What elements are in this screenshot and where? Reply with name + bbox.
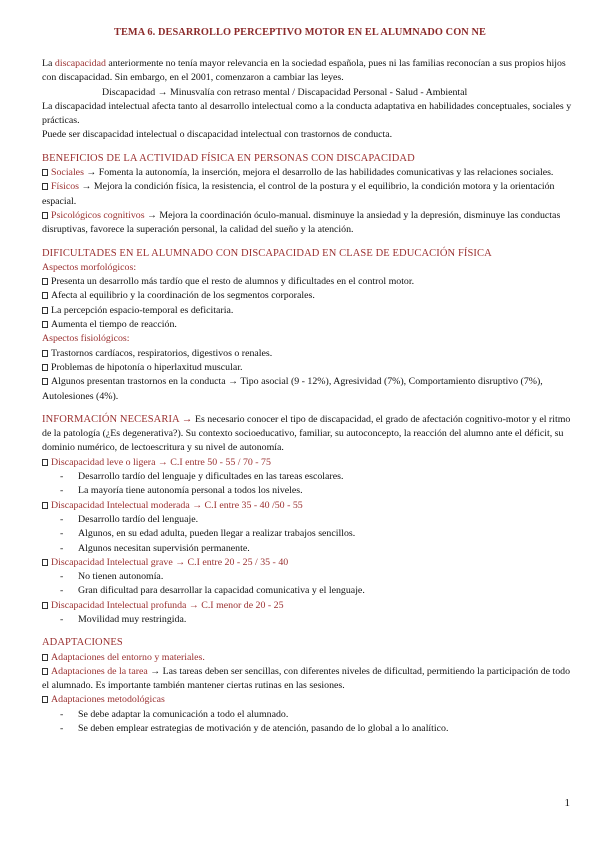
list-item (42, 375, 572, 404)
benefit-text: → Mejora la condición física, la resistencia, el control de la postura y el equilibrio, la condición motora y la orientación espacial. (42, 181, 555, 207)
checkbox-icon (42, 321, 48, 328)
benefit-item (42, 180, 572, 209)
item-text: Aumenta el tiempo de reacción. (51, 319, 177, 331)
list-item: - Algunos, en su edad adulta, pueden llegar a realizar trabajos sencillos. (42, 527, 572, 541)
heading-informacion: INFORMACIÓN NECESARIA → (42, 413, 193, 425)
information-text: Es necesario conocer el tipo de discapacidad, el grado de afectación cognitivo-motor y el ritmo de la patología (¿Es degenerativa?). Su contexto socioeducativo, familiar, su autoconcepto, la reacción del alumno ante el déficit, su dominio numérico, de lectoescritura y su nivel de autonomía. (42, 413, 571, 454)
benefit-term: Psicológicos cognitivos (51, 209, 145, 221)
benefit-item (42, 209, 572, 238)
list-item: - Desarrollo tardío del lenguaje y dificultades en las tareas escolares. (42, 470, 572, 484)
checkbox-icon (42, 668, 48, 675)
checkbox-icon (42, 364, 48, 371)
level-bullets (42, 570, 572, 599)
page-number: 1 (564, 797, 570, 809)
checkbox-icon (42, 696, 48, 703)
list-item: - La mayoría tiene autonomía personal a todos los niveles. (42, 484, 572, 498)
checkbox-icon (42, 459, 48, 466)
intro-text-rest: anteriormente no tenía mayor relevancia en la sociedad española, pues ni las familias reconocían a sus propios hijos con discapacidad. Sin embargo, en el 2001, comenzaron a cambiar las leyes. (42, 58, 566, 84)
heading-adaptaciones: ADAPTACIONES (42, 637, 123, 649)
checkbox-icon (42, 559, 48, 566)
item-text: Presenta un desarrollo más tardío que el resto de alumnos y dificultades en el control motor. (51, 276, 415, 288)
list-item: - Se debe adaptar la comunicación a todo el alumnado. (42, 708, 572, 722)
subheading-fisiologicos: Aspectos fisiológicos: (42, 333, 130, 345)
list-item (42, 304, 572, 318)
adaptation-term: Adaptaciones del entorno y materiales. (51, 651, 205, 663)
item-text: Afecta al equilibrio y la coordinación de los segmentos corporales. (51, 290, 315, 302)
adaptation-term: Adaptaciones metodológicas (51, 694, 165, 706)
list-item: - Movilidad muy restringida. (42, 613, 572, 627)
level-bullets (42, 613, 572, 627)
checkbox-icon (42, 183, 48, 190)
level-item (42, 499, 572, 513)
list-item: - Gran dificultad para desarrollar la capacidad comunicativa y el lenguaje. (42, 584, 572, 598)
list-item: - No tienen autonomía. (42, 570, 572, 584)
item-text: Problemas de hipotonía o hiperlaxitud muscular. (51, 361, 243, 373)
level-bullets (42, 513, 572, 556)
adaptation-term: Adaptaciones de la tarea (51, 665, 148, 677)
list-item: - Se deben emplear estrategias de motivación y de atención, pasando de lo global a lo analítico. (42, 722, 572, 736)
level-item (42, 556, 572, 570)
adaptation-text: → Las tareas deben ser sencillas, con diferentes niveles de dificultad, permitiendo la participación de todo el alumnado. Es importante también mantener ciertas rutinas en las sesiones. (42, 665, 571, 692)
conduct-paragraph: Puede ser discapacidad intelectual o discapacidad intelectual con trastornos de conducta. (42, 129, 393, 141)
subheading-morfologicos: Aspectos morfológicos: (42, 261, 137, 273)
checkbox-icon (42, 169, 48, 176)
level-label: Discapacidad Intelectual grave → C.I entre 20 - 25 / 35 - 40 (51, 556, 289, 568)
level-label: Discapacidad Intelectual moderada → C.I entre 35 - 40 /50 - 55 (51, 499, 303, 511)
checkbox-icon (42, 602, 48, 609)
document-body (42, 57, 572, 736)
checkbox-icon (42, 654, 48, 661)
benefit-text: → Fomenta la autonomía, la inserción, mejora el desarrollo de las habilidades comunicativas y las relaciones sociales. (83, 167, 554, 179)
benefit-item (42, 166, 572, 180)
heading-dificultades: DIFICULTADES EN EL ALUMNADO CON DISCAPACIDAD EN CLASE DE EDUCACIÓN FÍSICA (42, 247, 492, 259)
list-item (42, 318, 572, 332)
item-text: Algunos presentan trastornos en la conducta → Tipo asocial (9 - 12%), Agresividad (7%), Comportamiento disruptivo (7%), Autolesiones (4%). (42, 376, 543, 402)
benefit-term: Sociales (51, 167, 84, 179)
checkbox-icon (42, 292, 48, 299)
term-discapacidad: discapacidad (54, 58, 106, 69)
intro-paragraph (42, 57, 572, 86)
list-item (42, 289, 572, 303)
list-item (42, 347, 572, 361)
checkbox-icon (42, 378, 48, 385)
list-item (42, 275, 572, 289)
information-paragraph (42, 413, 572, 456)
list-item (42, 361, 572, 375)
list-item (42, 665, 572, 694)
level-bullets (42, 470, 572, 499)
checkbox-icon (42, 212, 48, 219)
list-item (42, 693, 572, 707)
level-item (42, 599, 572, 613)
checkbox-icon (42, 502, 48, 509)
benefit-text: → Mejora la coordinación óculo-manual. disminuye la ansiedad y la depresión, disminuye las conductas disruptivas, favorece la superación personal, la calidad del sueño y la atención. (42, 209, 561, 236)
item-text: La percepción espacio-temporal es deficitaria. (51, 304, 234, 316)
list-item: - Desarrollo tardío del lenguaje. (42, 513, 572, 527)
checkbox-icon (42, 350, 48, 357)
list-item (42, 651, 572, 665)
level-label: Discapacidad leve o ligera → C.I entre 50 - 55 / 70 - 75 (51, 456, 271, 468)
definition-line: Discapacidad → Minusvalía con retraso mental / Discapacidad Personal - Salud - Ambiental (102, 86, 468, 98)
benefit-term: Físicos (51, 181, 79, 193)
method-bullets (42, 708, 572, 737)
checkbox-icon (42, 278, 48, 285)
level-label: Discapacidad Intelectual profunda → C.I menor de 20 - 25 (51, 599, 284, 611)
heading-beneficios: BENEFICIOS DE LA ACTIVIDAD FÍSICA EN PERSONAS CON DISCAPACIDAD (42, 152, 415, 164)
intellectual-paragraph: La discapacidad intelectual afecta tanto al desarrollo intelectual como a la conducta adaptativa en habilidades conceptuales, sociales y prácticas. (42, 100, 572, 127)
document-title: TEMA 6. DESARROLLO PERCEPTIVO MOTOR EN EL ALUMNADO CON NE (113, 27, 487, 38)
list-item: - Algunos necesitan supervisión permanente. (42, 542, 572, 556)
checkbox-icon (42, 307, 48, 314)
intro-text: La (42, 58, 55, 69)
level-item (42, 456, 572, 470)
item-text: Trastornos cardíacos, respiratorios, digestivos o renales. (51, 347, 273, 359)
